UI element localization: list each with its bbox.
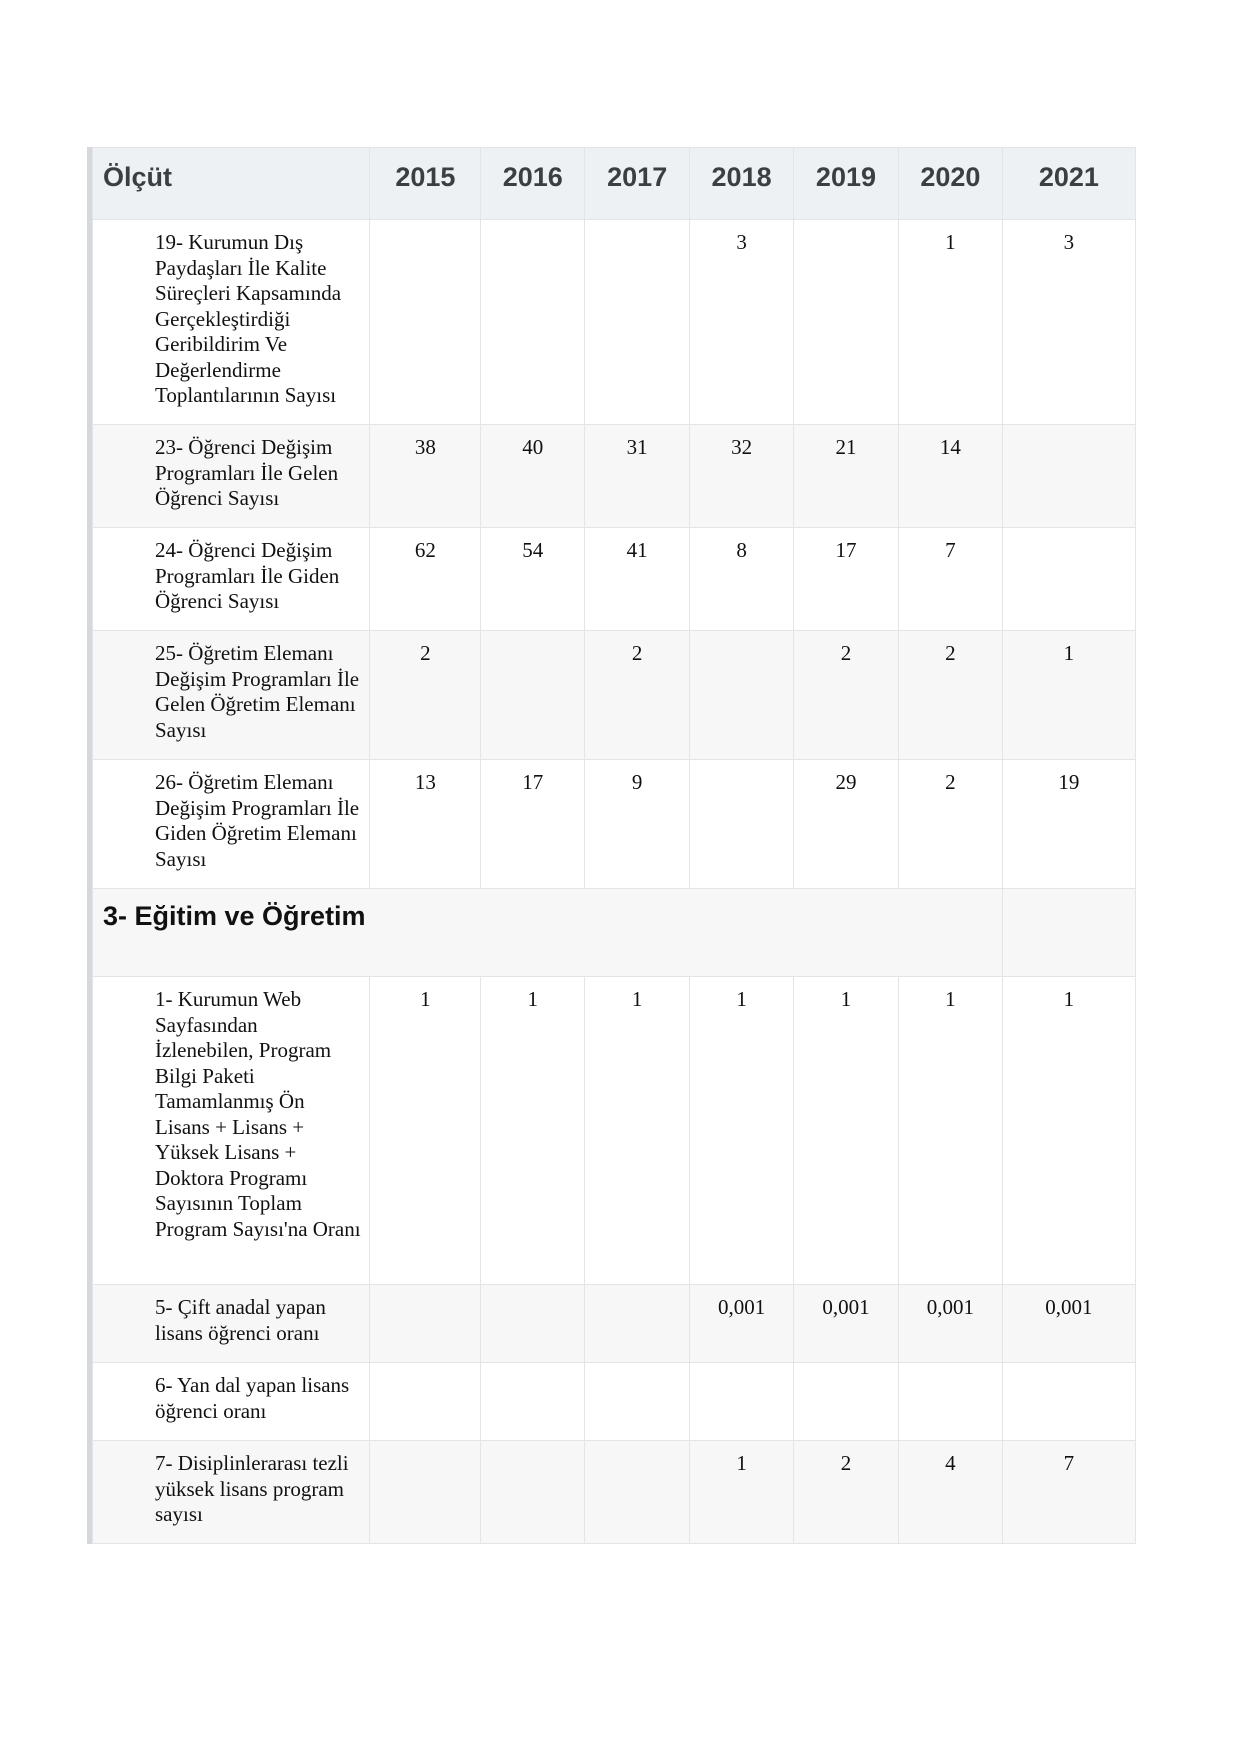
table-row (93, 977, 1136, 1285)
value-cell (370, 1363, 481, 1441)
criterion-label: 19- Kurumun Dış Paydaşları İle Kalite Süreçleri Kapsamında Gerçekleştirdiği Geribildirim Ve Değerlendirme Toplantılarının Sayısı (93, 220, 370, 425)
value-cell: 2 (898, 760, 1002, 889)
criteria-table-container (87, 147, 1136, 1544)
value-cell (1002, 528, 1135, 631)
value-cell: 2 (794, 1441, 899, 1544)
year-header: 2017 (585, 148, 690, 220)
value-cell: 14 (898, 425, 1002, 528)
table-row (93, 1363, 1136, 1441)
value-cell (370, 220, 481, 425)
value-cell: 1 (585, 977, 690, 1285)
section-row (93, 889, 1136, 977)
criterion-label: 24- Öğrenci Değişim Programları İle Giden Öğrenci Sayısı (93, 528, 370, 631)
criterion-header: Ölçüt (93, 148, 370, 220)
table-row (93, 425, 1136, 528)
value-cell (370, 1441, 481, 1544)
criterion-label: 23- Öğrenci Değişim Programları İle Gelen Öğrenci Sayısı (93, 425, 370, 528)
table-row (93, 528, 1136, 631)
value-cell: 17 (794, 528, 899, 631)
table-row (93, 1441, 1136, 1544)
value-cell: 1 (898, 220, 1002, 425)
value-cell (585, 1363, 690, 1441)
value-cell: 1 (690, 977, 794, 1285)
value-cell: 1 (898, 977, 1002, 1285)
value-cell (481, 1285, 585, 1363)
year-header: 2015 (370, 148, 481, 220)
value-cell: 0,001 (898, 1285, 1002, 1363)
table-header-row (93, 148, 1136, 220)
value-cell: 4 (898, 1441, 1002, 1544)
value-cell (585, 220, 690, 425)
year-header: 2020 (898, 148, 1002, 220)
value-cell (1002, 425, 1135, 528)
value-cell (481, 631, 585, 760)
value-cell (794, 220, 899, 425)
value-cell (585, 1285, 690, 1363)
value-cell: 1 (1002, 977, 1135, 1285)
value-cell (1002, 1363, 1135, 1441)
value-cell: 29 (794, 760, 899, 889)
table-row (93, 1285, 1136, 1363)
value-cell: 17 (481, 760, 585, 889)
value-cell: 0,001 (1002, 1285, 1135, 1363)
value-cell: 3 (1002, 220, 1135, 425)
criterion-label: 25- Öğretim Elemanı Değişim Programları İle Gelen Öğretim Elemanı Sayısı (93, 631, 370, 760)
year-header: 2021 (1002, 148, 1135, 220)
value-cell (690, 760, 794, 889)
criterion-label: 7- Disiplinlerarası tezli yüksek lisans program sayısı (93, 1441, 370, 1544)
criterion-label: 6- Yan dal yapan lisans öğrenci oranı (93, 1363, 370, 1441)
value-cell: 31 (585, 425, 690, 528)
value-cell: 2 (898, 631, 1002, 760)
value-cell: 2 (585, 631, 690, 760)
criterion-label: 26- Öğretim Elemanı Değişim Programları İle Giden Öğretim Elemanı Sayısı (93, 760, 370, 889)
table-row (93, 760, 1136, 889)
value-cell: 7 (898, 528, 1002, 631)
value-cell: 2 (370, 631, 481, 760)
section-title: 3- Eğitim ve Öğretim (93, 889, 1003, 977)
value-cell: 1 (690, 1441, 794, 1544)
year-header: 2019 (794, 148, 899, 220)
table-body (93, 220, 1136, 1544)
value-cell (481, 1441, 585, 1544)
value-cell: 3 (690, 220, 794, 425)
value-cell: 38 (370, 425, 481, 528)
value-cell: 19 (1002, 760, 1135, 889)
value-cell: 40 (481, 425, 585, 528)
value-cell (898, 1363, 1002, 1441)
value-cell: 54 (481, 528, 585, 631)
value-cell: 9 (585, 760, 690, 889)
table-row (93, 220, 1136, 425)
value-cell (481, 220, 585, 425)
value-cell: 62 (370, 528, 481, 631)
value-cell: 21 (794, 425, 899, 528)
value-cell: 1 (794, 977, 899, 1285)
value-cell: 0,001 (690, 1285, 794, 1363)
year-header: 2018 (690, 148, 794, 220)
value-cell: 13 (370, 760, 481, 889)
criterion-label: 5- Çift anadal yapan lisans öğrenci oranı (93, 1285, 370, 1363)
table-row (93, 631, 1136, 760)
value-cell (481, 1363, 585, 1441)
value-cell (585, 1441, 690, 1544)
value-cell: 1 (370, 977, 481, 1285)
year-header: 2016 (481, 148, 585, 220)
section-empty-cell (1002, 889, 1135, 977)
criterion-label: 1- Kurumun Web Sayfasından İzlenebilen, Program Bilgi Paketi Tamamlanmış Ön Lisans + Lisans + Yüksek Lisans + Doktora Programı Sayısının Toplam Program Sayısı'na Oranı (93, 977, 370, 1285)
criteria-table (92, 147, 1136, 1544)
value-cell (690, 1363, 794, 1441)
value-cell: 0,001 (794, 1285, 899, 1363)
value-cell: 41 (585, 528, 690, 631)
value-cell: 32 (690, 425, 794, 528)
value-cell: 1 (1002, 631, 1135, 760)
value-cell: 1 (481, 977, 585, 1285)
value-cell: 2 (794, 631, 899, 760)
value-cell: 7 (1002, 1441, 1135, 1544)
value-cell: 8 (690, 528, 794, 631)
value-cell (794, 1363, 899, 1441)
value-cell (690, 631, 794, 760)
value-cell (370, 1285, 481, 1363)
